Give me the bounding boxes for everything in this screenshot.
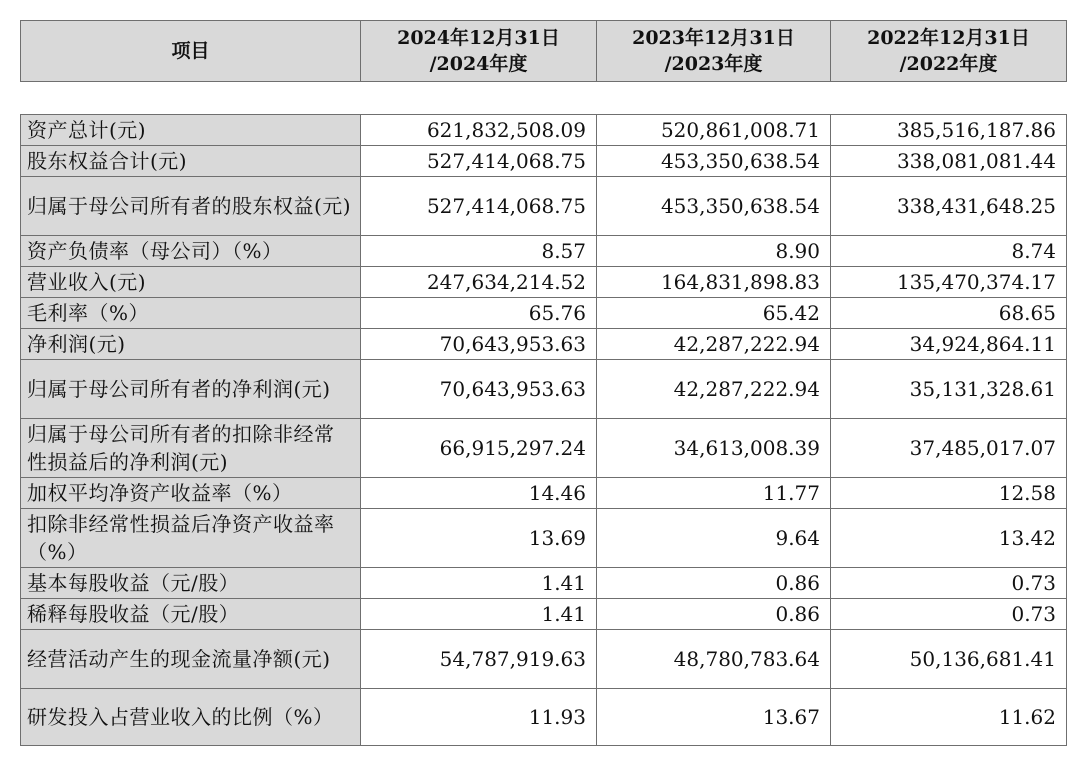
cell-2022: 135,470,374.17 xyxy=(831,267,1067,298)
cell-2023: 520,861,008.71 xyxy=(597,115,831,146)
cell-2024: 527,414,068.75 xyxy=(361,146,597,177)
row-label: 资产负债率（母公司）（%） xyxy=(21,236,361,267)
cell-2024: 621,832,508.09 xyxy=(361,115,597,146)
cell-2022: 338,081,081.44 xyxy=(831,146,1067,177)
row-label: 营业收入(元) xyxy=(21,267,361,298)
table-row xyxy=(21,298,1067,329)
cell-2023: 9.64 xyxy=(597,509,831,568)
table-gap xyxy=(20,82,1066,114)
cell-2022: 0.73 xyxy=(831,568,1067,599)
cell-2022: 68.65 xyxy=(831,298,1067,329)
table-header-row xyxy=(21,21,1067,82)
header-2024-date: 2024年12月31日 xyxy=(397,27,560,49)
cell-2022: 8.74 xyxy=(831,236,1067,267)
header-2024 xyxy=(361,21,597,82)
cell-2022: 50,136,681.41 xyxy=(831,630,1067,689)
cell-2023: 48,780,783.64 xyxy=(597,630,831,689)
cell-2023: 0.86 xyxy=(597,568,831,599)
cell-2022: 0.73 xyxy=(831,599,1067,630)
table-row xyxy=(21,478,1067,509)
cell-2024: 1.41 xyxy=(361,599,597,630)
cell-2022: 13.42 xyxy=(831,509,1067,568)
header-item xyxy=(21,21,361,82)
cell-2022: 385,516,187.86 xyxy=(831,115,1067,146)
cell-2024: 70,643,953.63 xyxy=(361,329,597,360)
cell-2024: 247,634,214.52 xyxy=(361,267,597,298)
table-row xyxy=(21,177,1067,236)
table-row xyxy=(21,115,1067,146)
row-label: 加权平均净资产收益率（%） xyxy=(21,478,361,509)
table-row xyxy=(21,599,1067,630)
row-label: 资产总计(元) xyxy=(21,115,361,146)
header-item-label: 项目 xyxy=(171,40,210,62)
row-label: 研发投入占营业收入的比例（%） xyxy=(21,689,361,746)
table-row xyxy=(21,146,1067,177)
cell-2023: 34,613,008.39 xyxy=(597,419,831,478)
table-row xyxy=(21,236,1067,267)
financial-data-body-table xyxy=(20,114,1067,746)
table-row xyxy=(21,329,1067,360)
cell-2024: 1.41 xyxy=(361,568,597,599)
financial-data-table xyxy=(20,20,1067,82)
header-2024-year: /2024年度 xyxy=(429,53,528,75)
table-row xyxy=(21,689,1067,746)
cell-2023: 453,350,638.54 xyxy=(597,146,831,177)
cell-2024: 65.76 xyxy=(361,298,597,329)
cell-2022: 37,485,017.07 xyxy=(831,419,1067,478)
row-label: 稀释每股收益（元/股） xyxy=(21,599,361,630)
cell-2024: 66,915,297.24 xyxy=(361,419,597,478)
cell-2024: 54,787,919.63 xyxy=(361,630,597,689)
header-2022-date: 2022年12月31日 xyxy=(867,27,1030,49)
cell-2023: 453,350,638.54 xyxy=(597,177,831,236)
cell-2024: 70,643,953.63 xyxy=(361,360,597,419)
cell-2023: 42,287,222.94 xyxy=(597,360,831,419)
table-row xyxy=(21,419,1067,478)
cell-2022: 34,924,864.11 xyxy=(831,329,1067,360)
row-label: 归属于母公司所有者的净利润(元) xyxy=(21,360,361,419)
table-row xyxy=(21,568,1067,599)
cell-2023: 65.42 xyxy=(597,298,831,329)
header-2023-date: 2023年12月31日 xyxy=(632,27,795,49)
table-row xyxy=(21,509,1067,568)
row-label: 毛利率（%） xyxy=(21,298,361,329)
cell-2022: 12.58 xyxy=(831,478,1067,509)
cell-2022: 338,431,648.25 xyxy=(831,177,1067,236)
row-label: 股东权益合计(元) xyxy=(21,146,361,177)
cell-2024: 527,414,068.75 xyxy=(361,177,597,236)
header-2023-year: /2023年度 xyxy=(664,53,763,75)
row-label: 扣除非经常性损益后净资产收益率（%） xyxy=(21,509,361,568)
cell-2023: 42,287,222.94 xyxy=(597,329,831,360)
header-2022 xyxy=(831,21,1067,82)
financial-table-container xyxy=(20,20,1066,746)
cell-2023: 164,831,898.83 xyxy=(597,267,831,298)
row-label: 归属于母公司所有者的股东权益(元) xyxy=(21,177,361,236)
row-label: 净利润(元) xyxy=(21,329,361,360)
row-label: 经营活动产生的现金流量净额(元) xyxy=(21,630,361,689)
row-label: 归属于母公司所有者的扣除非经常性损益后的净利润(元) xyxy=(21,419,361,478)
header-2023 xyxy=(597,21,831,82)
table-row xyxy=(21,267,1067,298)
cell-2023: 8.90 xyxy=(597,236,831,267)
cell-2023: 11.77 xyxy=(597,478,831,509)
row-label: 基本每股收益（元/股） xyxy=(21,568,361,599)
cell-2024: 14.46 xyxy=(361,478,597,509)
header-2022-year: /2022年度 xyxy=(899,53,998,75)
cell-2024: 8.57 xyxy=(361,236,597,267)
cell-2024: 11.93 xyxy=(361,689,597,746)
table-row xyxy=(21,360,1067,419)
table-row xyxy=(21,630,1067,689)
cell-2023: 0.86 xyxy=(597,599,831,630)
cell-2022: 11.62 xyxy=(831,689,1067,746)
cell-2023: 13.67 xyxy=(597,689,831,746)
cell-2022: 35,131,328.61 xyxy=(831,360,1067,419)
cell-2024: 13.69 xyxy=(361,509,597,568)
